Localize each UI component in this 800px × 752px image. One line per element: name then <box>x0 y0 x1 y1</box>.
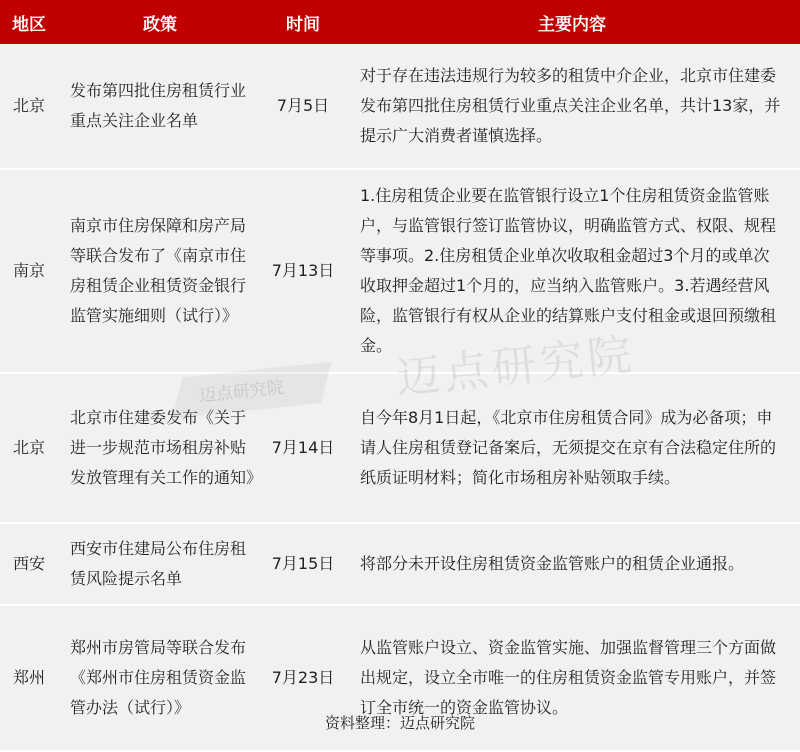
cell-content: 将部分未开设住房租赁资金监管账户的租赁企业通报。 <box>344 523 800 605</box>
source-note: 资料整理：迈点研究院 <box>324 714 475 732</box>
table-row <box>0 169 800 373</box>
cell-content: 1.住房租赁企业要在监管银行设立1个住房租赁资金监管账户，与监管银行签订监管协议，明确监管方式、权限、规程等事项。2.住房租赁企业单次收取租金超过3个月的或单次收取押金超过1个月的，应当纳入监管账户。3.若遇经营风险，监管银行有权从企业的结算账户支付租金或退回预缴租金。 <box>344 169 800 373</box>
cell-region: 郑州 <box>0 605 58 751</box>
cell-date: 7月15日 <box>262 523 344 605</box>
cell-policy: 南京市住房保障和房产局等联合发布了《南京市住房租赁企业租赁资金银行监管实施细则（试行）》 <box>58 169 262 373</box>
table-row <box>0 523 800 605</box>
table-header-row <box>0 0 800 44</box>
header-content: 主要内容 <box>344 0 800 44</box>
cell-region: 南京 <box>0 169 58 373</box>
cell-policy: 西安市住建局公布住房租赁风险提示名单 <box>58 523 262 605</box>
cell-date: 7月23日 <box>262 605 344 751</box>
cell-policy: 北京市住建委发布《关于进一步规范市场租房补贴发放管理有关工作的通知》 <box>58 373 262 523</box>
watermark-large-text: 迈点研究院 <box>393 329 638 405</box>
header-policy: 政策 <box>58 0 262 44</box>
table-row <box>0 44 800 169</box>
header-date: 时间 <box>262 0 344 44</box>
cell-region: 北京 <box>0 373 58 523</box>
cell-date: 7月13日 <box>262 169 344 373</box>
cell-date: 7月5日 <box>262 44 344 169</box>
cell-policy: 郑州市房管局等联合发布《郑州市住房租赁资金监管办法（试行）》 <box>58 605 262 751</box>
table-row <box>0 373 800 523</box>
cell-region: 西安 <box>0 523 58 605</box>
cell-region: 北京 <box>0 44 58 169</box>
cell-content: 自今年8月1日起，《北京市住房租赁合同》成为必备项；申请人住房租赁登记备案后，无须提交在京有合法稳定住所的纸质证明材料；简化市场租房补贴领取手续。 <box>344 373 800 523</box>
cell-content: 对于存在违法违规行为较多的租赁中介企业，北京市住建委发布第四批住房租赁行业重点关注企业名单，共计13家，并提示广大消费者谨慎选择。 <box>344 44 800 169</box>
cell-date: 7月14日 <box>262 373 344 523</box>
cell-policy: 发布第四批住房租赁行业重点关注企业名单 <box>58 44 262 169</box>
header-region: 地区 <box>0 0 58 44</box>
cell-content: 从监管账户设立、资金监管实施、加强监督管理三个方面做出规定，设立全市唯一的住房租赁资金监管专用账户，并签订全市统一的资金监管协议。 <box>344 605 800 751</box>
watermark-small-text: 迈点研究院 <box>198 377 285 407</box>
